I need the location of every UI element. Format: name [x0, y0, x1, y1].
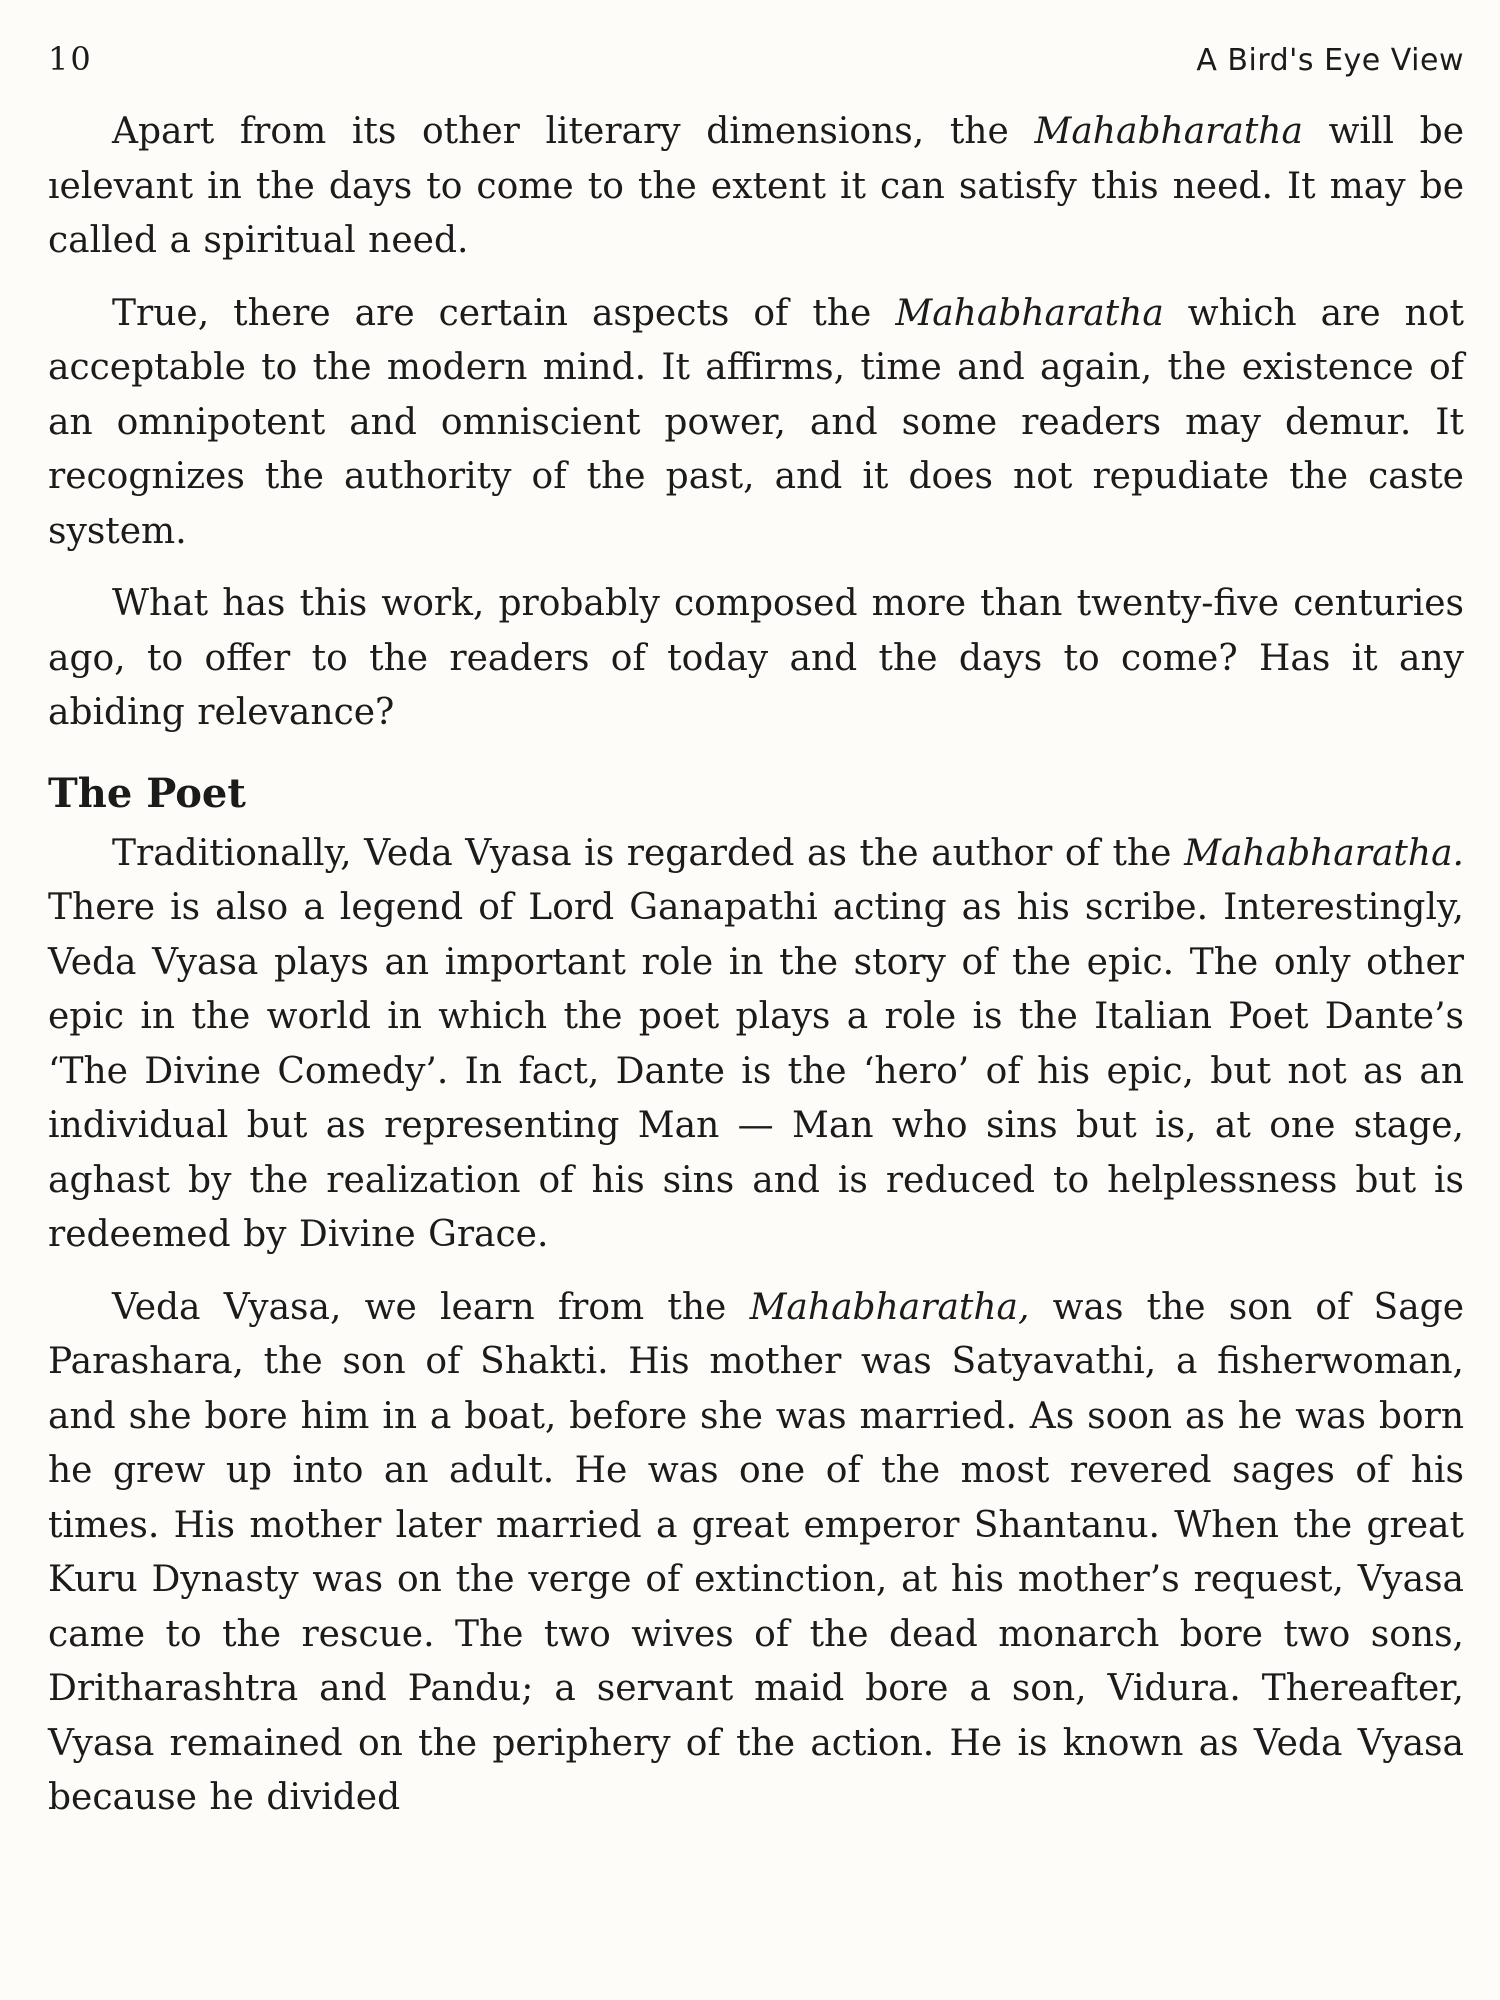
paragraph-1: Apart from its other literary dimensions, the Mahabharatha will be ıelevant in the days to come to the extent it can satisfy this need. It may be called a spiritual need.	[48, 111, 1464, 261]
paragraph-5: Veda Vyasa, we learn from the Mahabharatha, was the son of Sage Parashara, the son of Shakti. His mother was Satyavathi, a fisherwoman, and she bore him in a boat, before she was married. As soon as he was born he grew up into an adult. He was one of the most revered sages of his times. His mother later married a great emperor Shantanu. When the great Kuru Dynasty was on the verge of extinction, at his mother’s request, Vyasa came to the rescue. The two wives of the dead monarch bore two sons, Dritharashtra and Pandu; a servant maid bore a son, Vidura. Thereafter, Vyasa remained on the periphery of the action. He is known as Veda Vyasa because he divided	[48, 1286, 1465, 1818]
running-title: A Bird's Eye View	[1196, 43, 1464, 78]
body-text	[48, 105, 1464, 1844]
page-number: 10	[48, 40, 93, 78]
section-heading: The Poet	[48, 769, 246, 817]
italic-title: Mahabharatha.	[1184, 832, 1464, 874]
paragraph-4: Traditionally, Veda Vyasa is regarded as the author of the Mahabharatha. There is also a legend of Lord Ganapathi acting as his scribe. Interestingly, Veda Vyasa plays an important role in the story of the epic. The only other epic in the world in which the poet plays a role is the Italian Poet Dante’s ‘The Divine Comedy’. In fact, Dante is the ‘hero’ of his epic, but not as an individual but as representing Man — Man who sins but is, at one stage, aghast by the realization of his sins and is reduced to helplessness but is redeemed by Divine Grace.	[48, 832, 1464, 1255]
italic-title: Mahabharatha	[1034, 111, 1303, 152]
italic-title: Mahabharatha,	[749, 1286, 1030, 1328]
running-head	[48, 40, 1464, 90]
paragraph-3: What has this work, probably composed more than twenty-five centuries ago, to offer to the readers of today and the days to come? Has it any abiding relevance?	[48, 583, 1464, 733]
paragraph-2: True, there are certain aspects of the Mahabharatha which are not acceptable to the modern mind. It affirms, time and again, the existence of an omnipotent and omniscient power, and some readers may demur. It recognizes the authority of the past, and it does not repudiate the caste system.	[48, 292, 1464, 552]
italic-title: Mahabharatha	[895, 292, 1164, 334]
